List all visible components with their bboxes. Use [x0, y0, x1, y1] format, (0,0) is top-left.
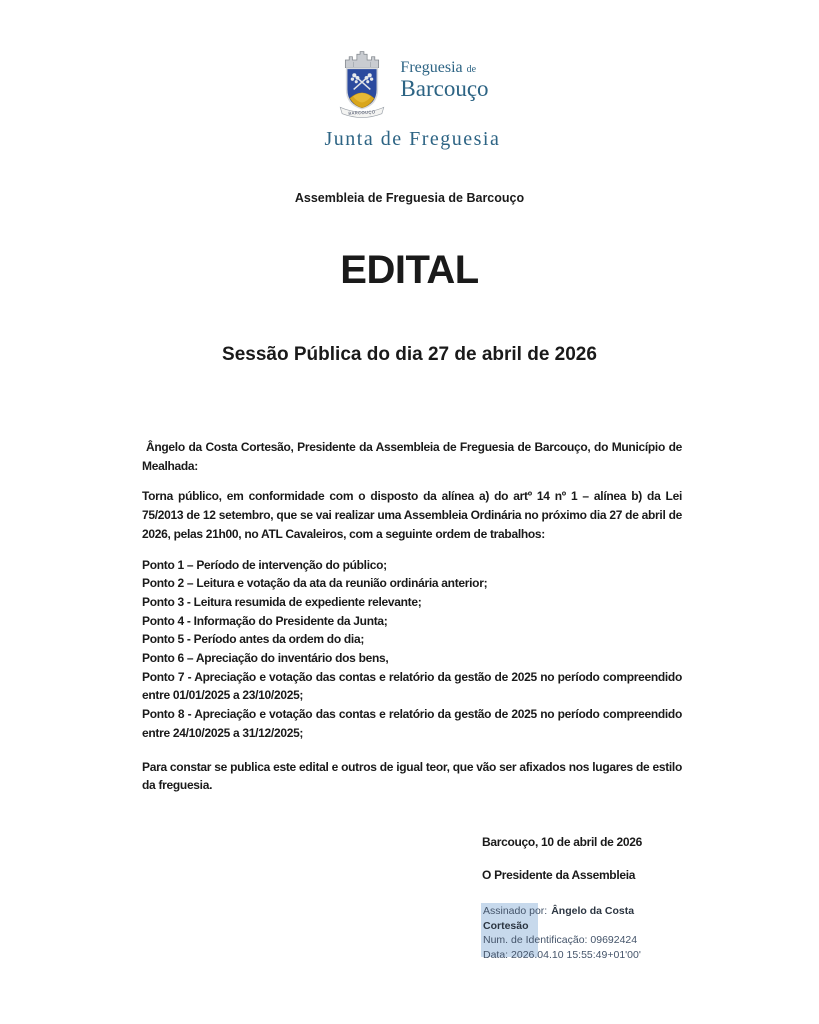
signer-id-line: Num. de Identificação: 09692424: [483, 934, 638, 947]
president-role-line: O Presidente da Assembleia: [482, 867, 636, 882]
logo-title-de: de: [466, 64, 477, 75]
logo-locality: Barcouço: [400, 75, 489, 101]
agenda-item: Ponto 7 - Apreciação e votação das contas e relatório da gestão de 2025 no período compreendido entre 01/01/2025 a 23/10/2025;: [142, 669, 682, 703]
agenda-item: Ponto 6 – Apreciação do inventário dos bens,: [142, 651, 389, 666]
agenda-item: Ponto 3 - Leitura resumida de expediente relevante;: [142, 594, 422, 609]
session-subtitle: Sessão Pública do dia 27 de abril de 2026: [222, 344, 597, 365]
agenda-item: Ponto 8 - Apreciação e votação das contas e relatório da gestão de 2025 no período compreendido entre 24/10/2025 a 31/12/2025;: [142, 707, 682, 740]
digital-signature-block: [483, 904, 682, 962]
junta-de-freguesia-label: Junta de Freguesia: [324, 128, 501, 150]
logo-title-main: Freguesia: [400, 59, 463, 76]
agenda-item: Ponto 2 – Leitura e votação da ata da reunião ordinária anterior;: [142, 576, 488, 591]
signed-by-label: Assinado por:: [483, 905, 548, 918]
agenda-list: [142, 556, 682, 743]
signature-date-line: Data: 2026.04.10 15:55:49+01'00': [483, 948, 641, 961]
assembly-org-line: Assembleia de Freguesia de Barcouço: [294, 191, 525, 205]
document-body: [142, 438, 682, 962]
parish-name-block: [400, 40, 488, 101]
coat-of-arms-icon: [330, 40, 394, 126]
announcement-paragraph: Torna público, em conformidade com o disposto da alínea a) do artº 14 nº 1 – alínea b) da Lei 75/2013 de 12 setembro, que se vai realizar uma Assembleia Ordinária no próximo dia 27 de abril de 2026, pelas 21h00, no ATL Cavaleiros, com a seguinte ordem de trabalhos:: [142, 489, 682, 541]
place-date-line: Barcouço, 10 de abril de 2026: [482, 834, 643, 849]
agenda-item: Ponto 5 - Período antes da ordem do dia;: [142, 632, 365, 647]
document-title: EDITAL: [340, 248, 479, 292]
closing-paragraph: Para constar se publica este edital e outros de igual teor, que vão ser afixados nos lugares de estilo da freguesia.: [142, 759, 682, 793]
agenda-item: Ponto 4 - Informação do Presidente da Junta;: [142, 613, 388, 628]
signoff-block: [482, 833, 682, 884]
parish-logo: [324, 40, 501, 151]
signer-name: Ângelo da Costa Cortesão: [483, 905, 635, 932]
banner-text: BARCOUÇO: [348, 109, 377, 116]
mural-crown-icon: [346, 52, 379, 68]
agenda-item: Ponto 1 – Período de intervenção do público;: [142, 557, 387, 572]
intro-paragraph: Ângelo da Costa Cortesão, Presidente da Assembleia de Freguesia de Barcouço, do Município de Mealhada:: [142, 440, 682, 473]
